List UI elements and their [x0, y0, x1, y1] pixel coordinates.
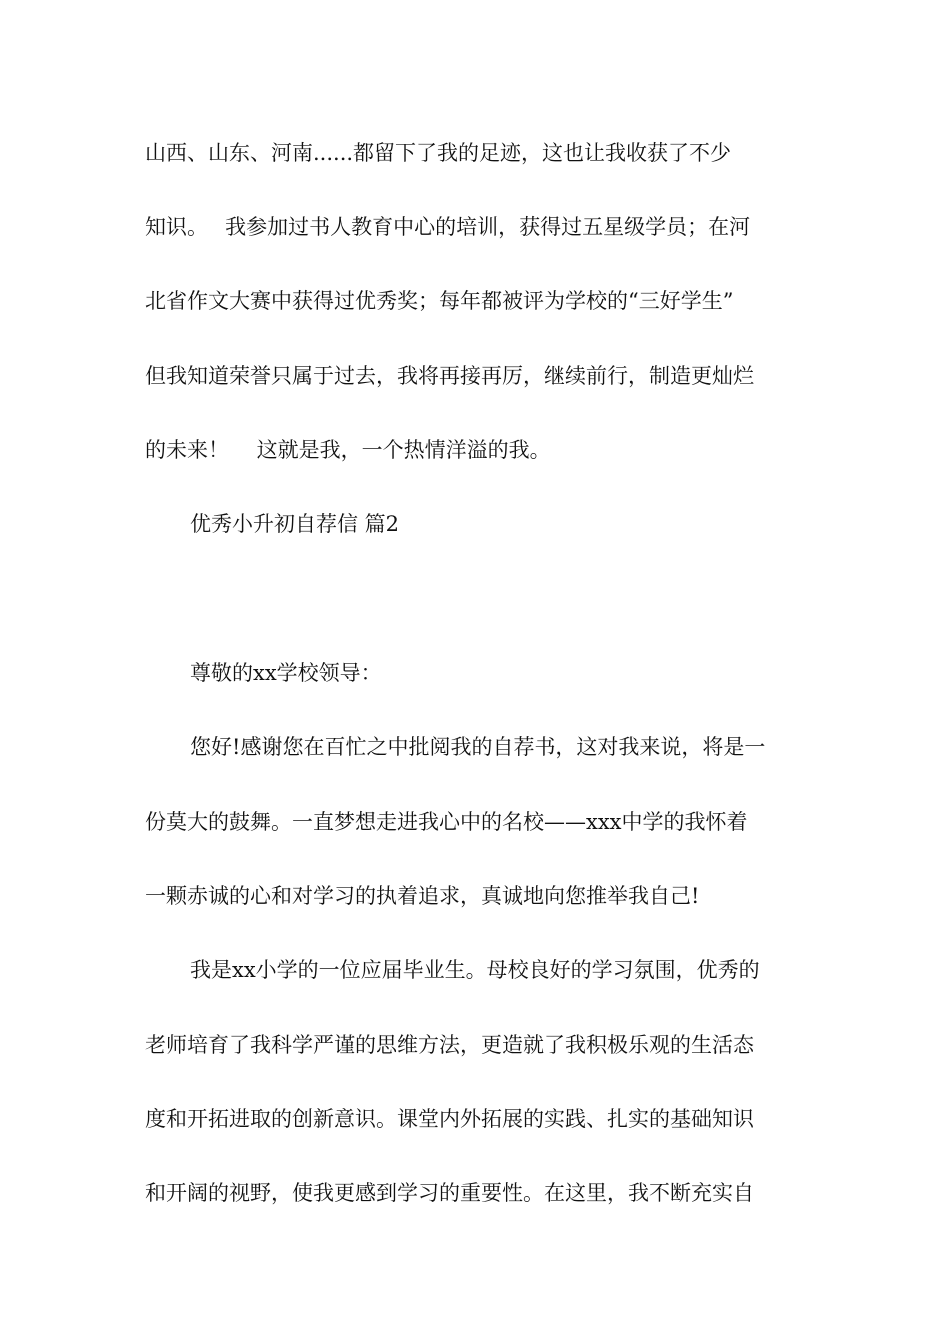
paragraph-line: 度和开拓进取的创新意识。课堂内外拓展的实践、扎实的基础知识 [145, 1107, 754, 1131]
paragraph-line: 老师培育了我科学严谨的思维方法，更造就了我积极乐观的生活态 [145, 1033, 754, 1057]
text-line: 知识。 我参加过书人教育中心的培训，获得过五星级学员；在河 [145, 215, 751, 239]
paragraph-line: 和开阔的视野，使我更感到学习的重要性。在这里，我不断充实自 [145, 1181, 754, 1205]
paragraph-line: 一颗赤诚的心和对学习的执着追求，真诚地向您推举我自己! [145, 884, 700, 908]
paragraph-line: 我是xx小学的一位应届毕业生。母校良好的学习氛围，优秀的 [190, 958, 760, 982]
text-line: 但我知道荣誉只属于过去，我将再接再厉，继续前行，制造更灿烂 [145, 364, 754, 388]
text-line: 的未来！ 这就是我，一个热情洋溢的我。 [145, 438, 551, 462]
section-heading: 优秀小升初自荐信 篇2 [190, 512, 400, 536]
text-line: 山西、山东、河南......都留下了我的足迹，这也让我收获了不少 [145, 141, 732, 165]
salutation: 尊敬的xx学校领导： [190, 661, 382, 685]
paragraph-line: 份莫大的鼓舞。一直梦想走进我心中的名校——xxx中学的我怀着 [145, 810, 748, 834]
text-line: 北省作文大赛中获得过优秀奖；每年都被评为学校的“三好学生” [145, 289, 734, 313]
paragraph-line: 您好!感谢您在百忙之中批阅我的自荐书，这对我来说，将是一 [190, 735, 766, 759]
